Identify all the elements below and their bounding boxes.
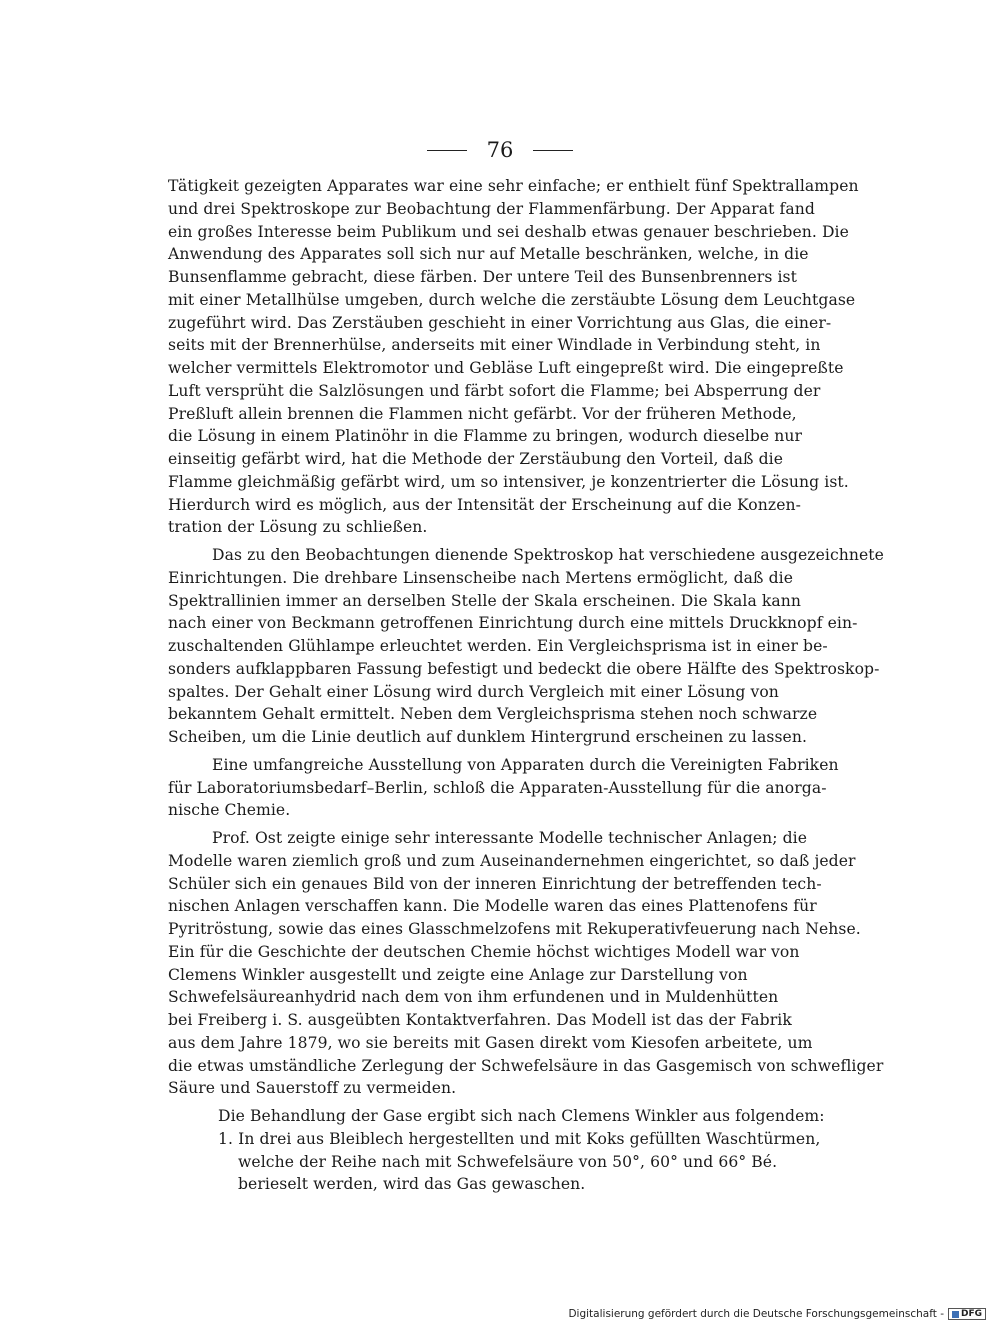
dfg-logo-text: DFG [960,1309,982,1319]
text-line: Prof. Ost zeigte einige sehr interessante Modelle technischer Anlagen; die [212,829,808,847]
dfg-logo-mark [952,1311,959,1318]
text-line: 1. In drei aus Bleiblech hergestellten und mit Koks gefüllten Waschtürmen, [218,1129,821,1148]
paragraph-exhibition [168,754,839,822]
text-line: spaltes. Der Gehalt einer Lösung wird durch Vergleich mit einer Lösung von [168,682,779,701]
text-line: für Laboratoriumsbedarf–Berlin, schloß die Apparaten-Ausstellung für die anorga- [168,778,827,797]
left-rule [427,150,467,151]
text-line: Scheiben, um die Linie deutlich auf dunklem Hintergrund erscheinen zu lassen. [168,728,807,746]
text-line: bekanntem Gehalt ermittelt. Neben dem Vergleichsprisma stehen noch schwarze [168,705,818,724]
text-line: Bunsenflamme gebracht, diese färben. Der untere Teil des Bunsenbrenners ist [168,268,797,286]
page-number: 76 [486,138,514,162]
page-header [0,138,1000,162]
text-line: ein großes Interesse beim Publikum und sei deshalb etwas genauer beschrieben. Die [168,222,849,241]
text-line: Spektrallinien immer an derselben Stelle der Skala erscheinen. Die Skala kann [168,591,802,610]
text-line: aus dem Jahre 1879, wo sie bereits mit Gasen direkt vom Kiesofen arbeitete, um [168,1033,813,1052]
text-line: Anwendung des Apparates soll sich nur auf Metalle beschränken, welche, in die [168,245,809,264]
text-line: zuschaltenden Glühlampe erleuchtet werden. Ein Vergleichsprisma ist in einer be- [168,637,828,655]
text-line: zugeführt wird. Das Zerstäuben geschieht in einer Vorrichtung aus Glas, die einer- [168,313,832,332]
text-line: mit einer Metallhülse umgeben, durch welche die zerstäubte Lösung dem Leuchtgase [168,290,856,309]
text-line: Hierdurch wird es möglich, aus der Intensität der Erscheinung auf die Konzen- [168,495,801,514]
text-line: Säure und Sauerstoff zu vermeiden. [168,1079,457,1098]
text-line: berieselt werden, wird das Gas gewaschen. [238,1175,586,1194]
text-line: die etwas umständliche Zerlegung der Schwefelsäure in das Gasgemisch von schwefliger [168,1056,884,1075]
text-line: Preßluft allein brennen die Flammen nicht gefärbt. Vor der früheren Methode, [168,404,797,423]
text-line: Pyritröstung, sowie das eines Glasschmelzofens mit Rekuperativfeuerung nach Nehse. [168,920,861,938]
text-line: welcher vermittels Elektromotor und Gebläse Luft eingepreßt wird. Die eingepreßte [168,359,844,377]
text-line: Modelle waren ziemlich groß und zum Auseinandernehmen eingerichtet, so daß jeder [168,851,856,870]
paragraph-spectral-apparatus [168,175,859,539]
text-line: welche der Reihe nach mit Schwefelsäure von 50°, 60° und 66° Bé. [238,1152,778,1171]
text-line: Einrichtungen. Die drehbare Linsenscheibe nach Mertens ermöglicht, daß die [168,568,794,587]
text-line: Tätigkeit gezeigten Apparates war eine sehr einfache; er enthielt fünf Spektrallampen [168,177,859,195]
digitization-footer [568,1308,986,1320]
paragraph-gas-treatment [168,1105,825,1128]
text-line: tration der Lösung zu schließen. [168,518,428,537]
list-item [168,1128,821,1196]
text-line: Clemens Winkler ausgestellt und zeigte eine Anlage zur Darstellung von [168,965,748,984]
text-line: Luft versprüht die Salzlösungen und färbt sofort die Flamme; bei Absperrung der [168,381,821,400]
footer-text: Digitalisierung gefördert durch die Deutsche Forschungsgemeinschaft - [568,1308,944,1320]
text-line: und drei Spektroskope zur Beobachtung der Flammenfärbung. Der Apparat fand [168,199,815,218]
text-line: seits mit der Brennerhülse, anderseits mit einer Windlade in Verbindung steht, in [168,336,821,355]
text-line: nach einer von Beckmann getroffenen Einrichtung durch eine mittels Druckknopf ein- [168,614,858,633]
text-line: Schwefelsäureanhydrid nach dem von ihm erfundenen und in Muldenhütten [168,988,779,1007]
text-line: Eine umfangreiche Ausstellung von Apparaten durch die Vereinigten Fabriken [212,755,839,774]
text-line: die Lösung in einem Platinöhr in die Flamme zu bringen, wodurch dieselbe nur [168,427,803,446]
text-line: Das zu den Beobachtungen dienende Spektroskop hat verschiedene ausgezeichnete [212,546,884,564]
text-line: nischen Anlagen verschaffen kann. Die Modelle waren das eines Plattenofens für [168,897,817,916]
paragraph-models [168,827,884,1100]
text-line: nische Chemie. [168,801,291,820]
text-line: Flamme gleichmäßig gefärbt wird, um so intensiver, je konzentrierter die Lösung ist. [168,472,849,491]
text-line: sonders aufklappbaren Fassung befestigt und bedeckt die obere Hälfte des Spektroskop- [168,659,880,678]
text-line: einseitig gefärbt wird, hat die Methode der Zerstäubung den Vorteil, daß die [168,450,784,468]
text-line: bei Freiberg i. S. ausgeübten Kontaktverfahren. Das Modell ist das der Fabrik [168,1011,792,1029]
dfg-logo [948,1308,986,1320]
page-body [168,175,884,1196]
paragraph-spectroscope [168,544,884,749]
text-line: Die Behandlung der Gase ergibt sich nach Clemens Winkler aus folgendem: [218,1107,825,1125]
text-line: Schüler sich ein genaues Bild von der inneren Einrichtung der betreffenden tech- [168,874,822,893]
right-rule [533,150,573,151]
text-line: Ein für die Geschichte der deutschen Chemie höchst wichtiges Modell war von [168,942,800,961]
